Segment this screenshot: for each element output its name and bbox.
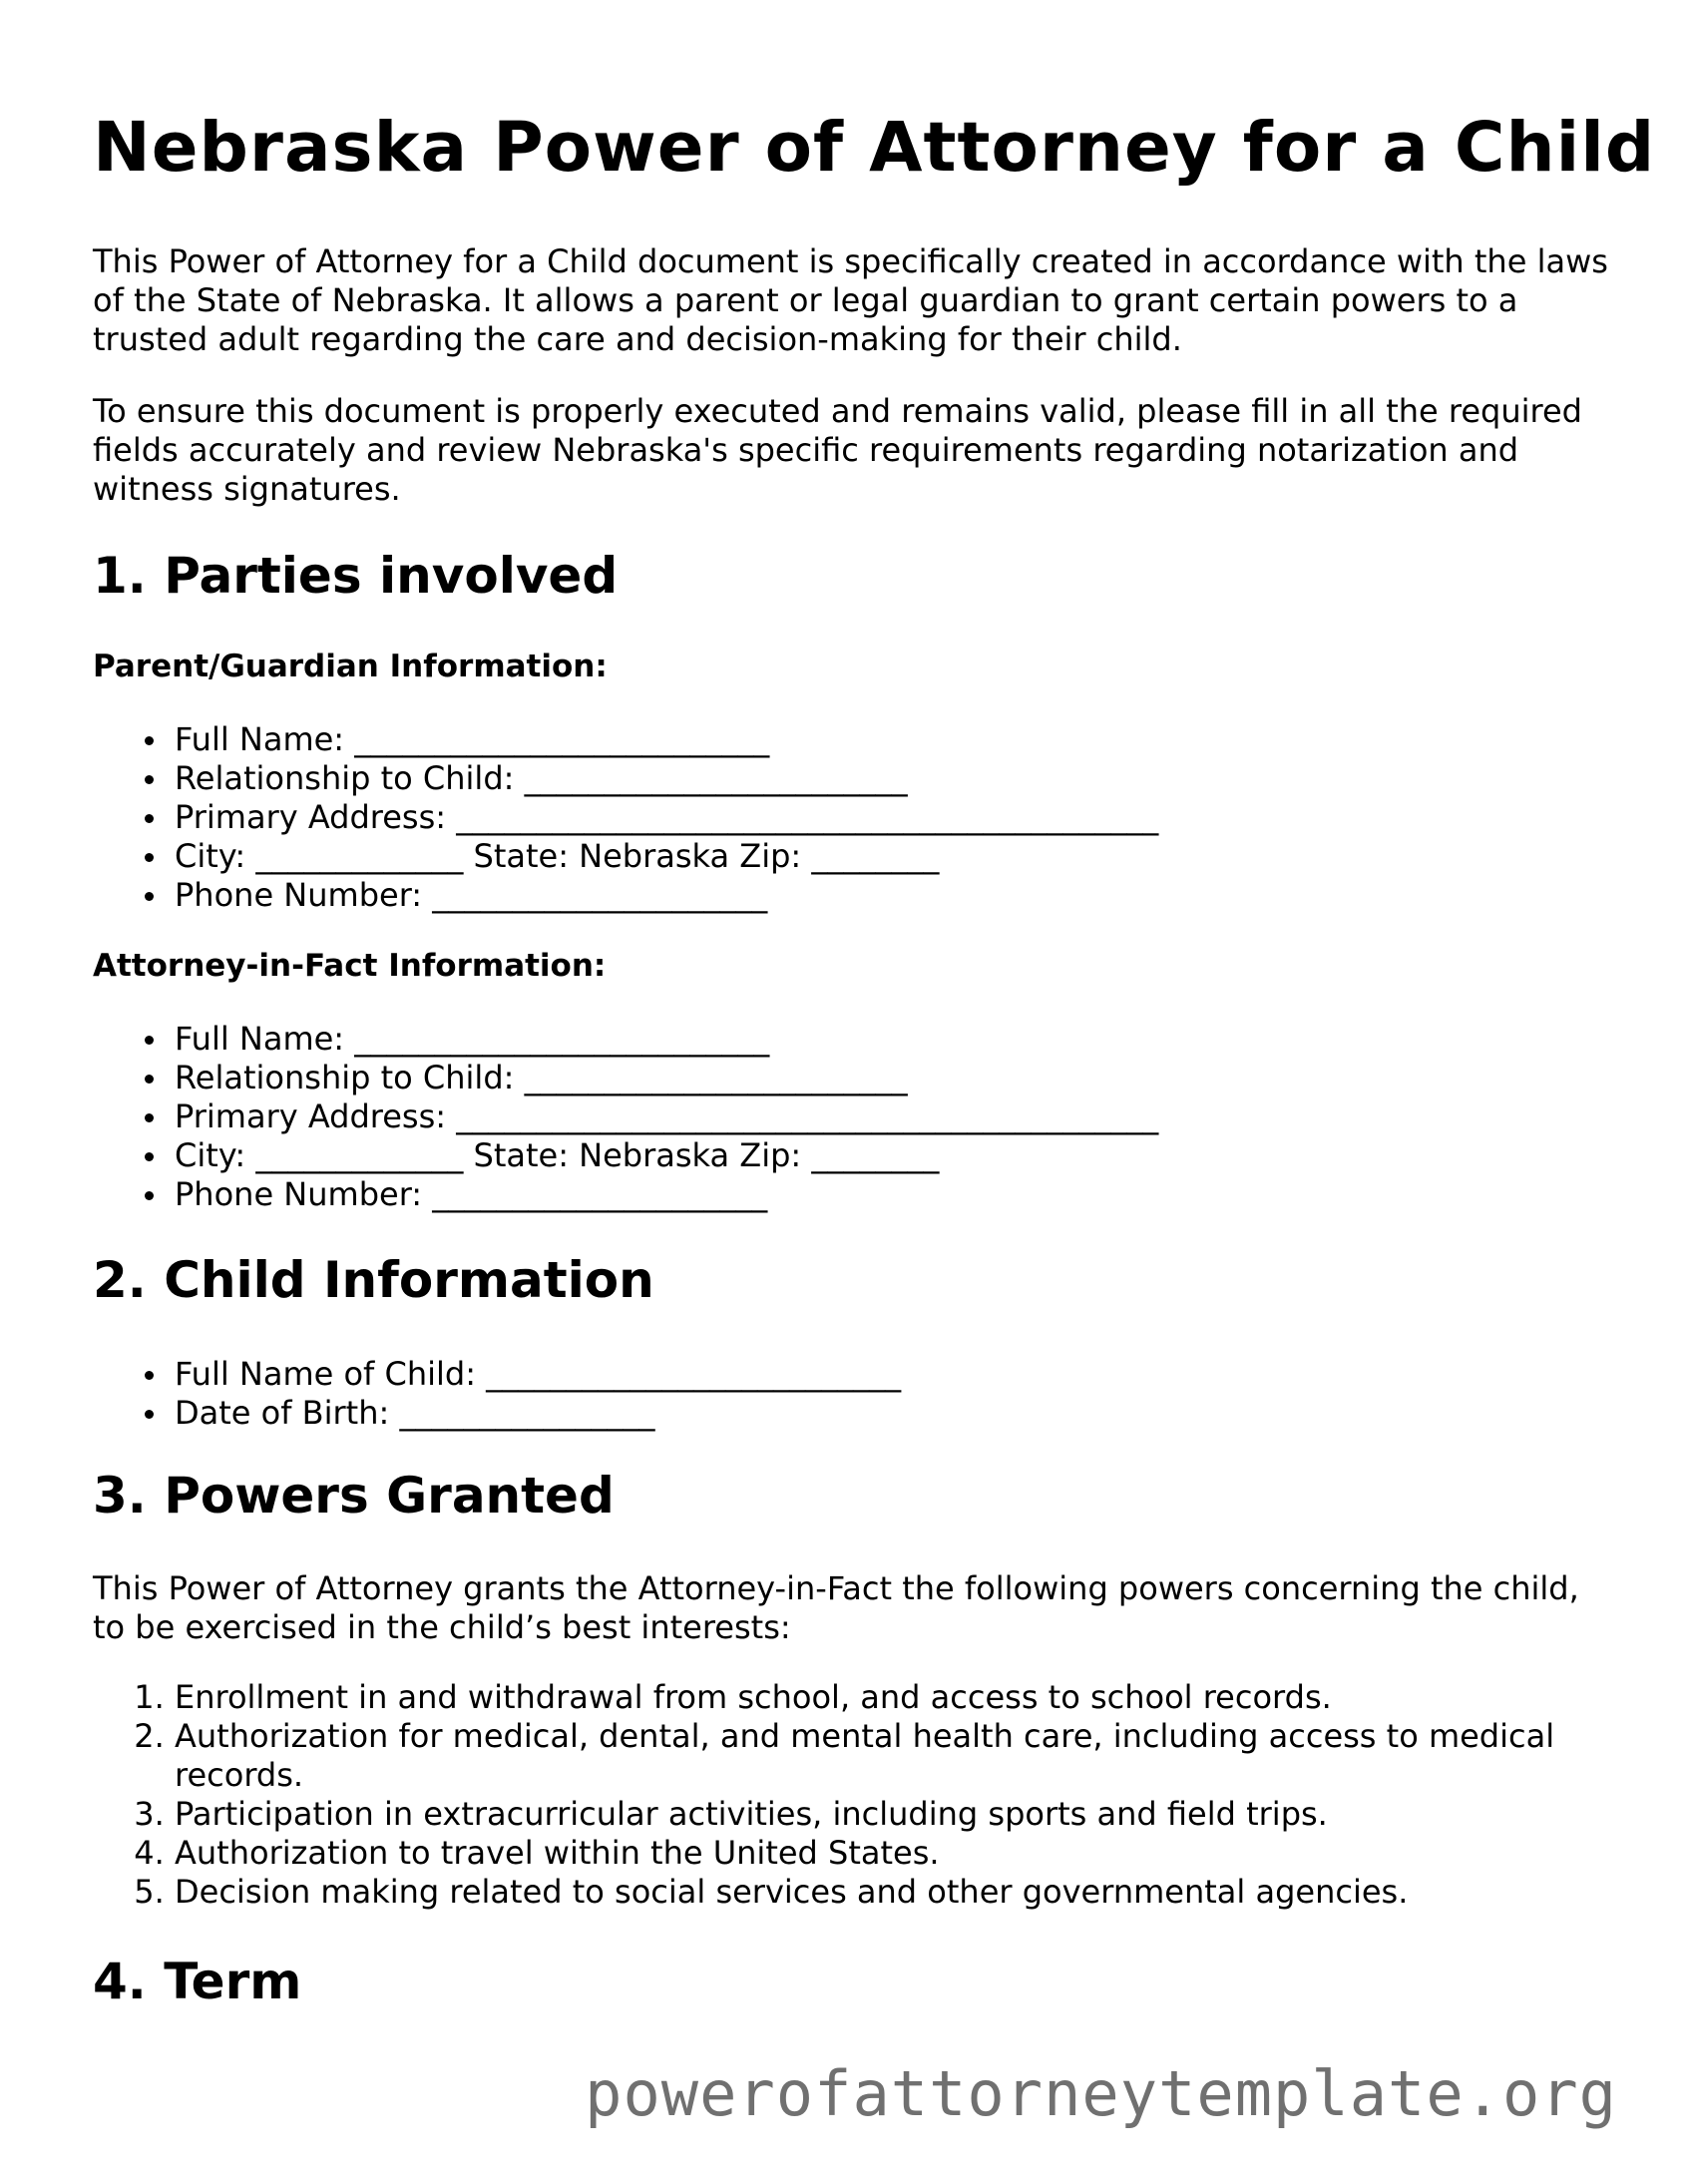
parent-guardian-heading: Parent/Guardian Information:	[93, 649, 608, 684]
power-item: 4. Authorization to travel within the United States.	[175, 1834, 1609, 1873]
document-title: Nebraska Power of Attorney for a Child	[93, 108, 1656, 188]
section-1-heading: 1. Parties involved	[93, 547, 619, 605]
power-item: 2. Authorization for medical, dental, and mental health care, including access to medical records.	[175, 1717, 1609, 1795]
intro-paragraph-1: This Power of Attorney for a Child document is specifically created in accordance with the laws of the State of Nebraska. It allows a parent or legal guardian to grant certain powers to a trusted adult regarding the care and decision-making for their child.	[93, 242, 1608, 358]
parent-address-field[interactable]: Primary Address: ____________________________________________	[175, 798, 1609, 837]
attorney-phone-field[interactable]: Phone Number: _____________________	[175, 1175, 1609, 1214]
child-full-name-field[interactable]: Full Name of Child: __________________________	[175, 1355, 1609, 1394]
site-watermark: powerofattorneytemplate.org	[585, 2057, 1617, 2130]
intro-paragraph-2: To ensure this document is properly executed and remains valid, please fill in all the required fields accurately and review Nebraska's specific requirements regarding notarization and witness signatures.	[93, 392, 1582, 508]
child-information-fields	[93, 1355, 1609, 1433]
attorney-full-name-field[interactable]: Full Name: __________________________	[175, 1020, 1609, 1059]
attorney-relationship-field[interactable]: Relationship to Child: ________________________	[175, 1059, 1609, 1097]
parent-full-name-field[interactable]: Full Name: __________________________	[175, 720, 1609, 759]
attorney-city-state-zip-field[interactable]: City: _____________ State: Nebraska Zip: ________	[175, 1136, 1609, 1175]
attorney-address-field[interactable]: Primary Address: ____________________________________________	[175, 1097, 1609, 1136]
power-item: 3. Participation in extracurricular activities, including sports and field trips.	[175, 1795, 1609, 1834]
powers-list	[93, 1678, 1609, 1912]
attorney-in-fact-fields	[93, 1020, 1609, 1214]
parent-guardian-fields	[93, 720, 1609, 915]
parent-city-state-zip-field[interactable]: City: _____________ State: Nebraska Zip: ________	[175, 837, 1609, 876]
section-4-heading: 4. Term	[93, 1953, 302, 2010]
parent-relationship-field[interactable]: Relationship to Child: ________________________	[175, 759, 1609, 798]
parent-phone-field[interactable]: Phone Number: _____________________	[175, 876, 1609, 915]
power-item: 5. Decision making related to social services and other governmental agencies.	[175, 1873, 1609, 1912]
attorney-in-fact-heading: Attorney-in-Fact Information:	[93, 948, 607, 984]
section-3-heading: 3. Powers Granted	[93, 1467, 615, 1525]
power-item: 1. Enrollment in and withdrawal from school, and access to school records.	[175, 1678, 1609, 1717]
child-date-of-birth-field[interactable]: Date of Birth: ________________	[175, 1394, 1609, 1433]
powers-intro-paragraph: This Power of Attorney grants the Attorney-in-Fact the following powers concerning the child, to be exercised in the child’s best interests:	[93, 1569, 1579, 1646]
section-2-heading: 2. Child Information	[93, 1251, 654, 1309]
